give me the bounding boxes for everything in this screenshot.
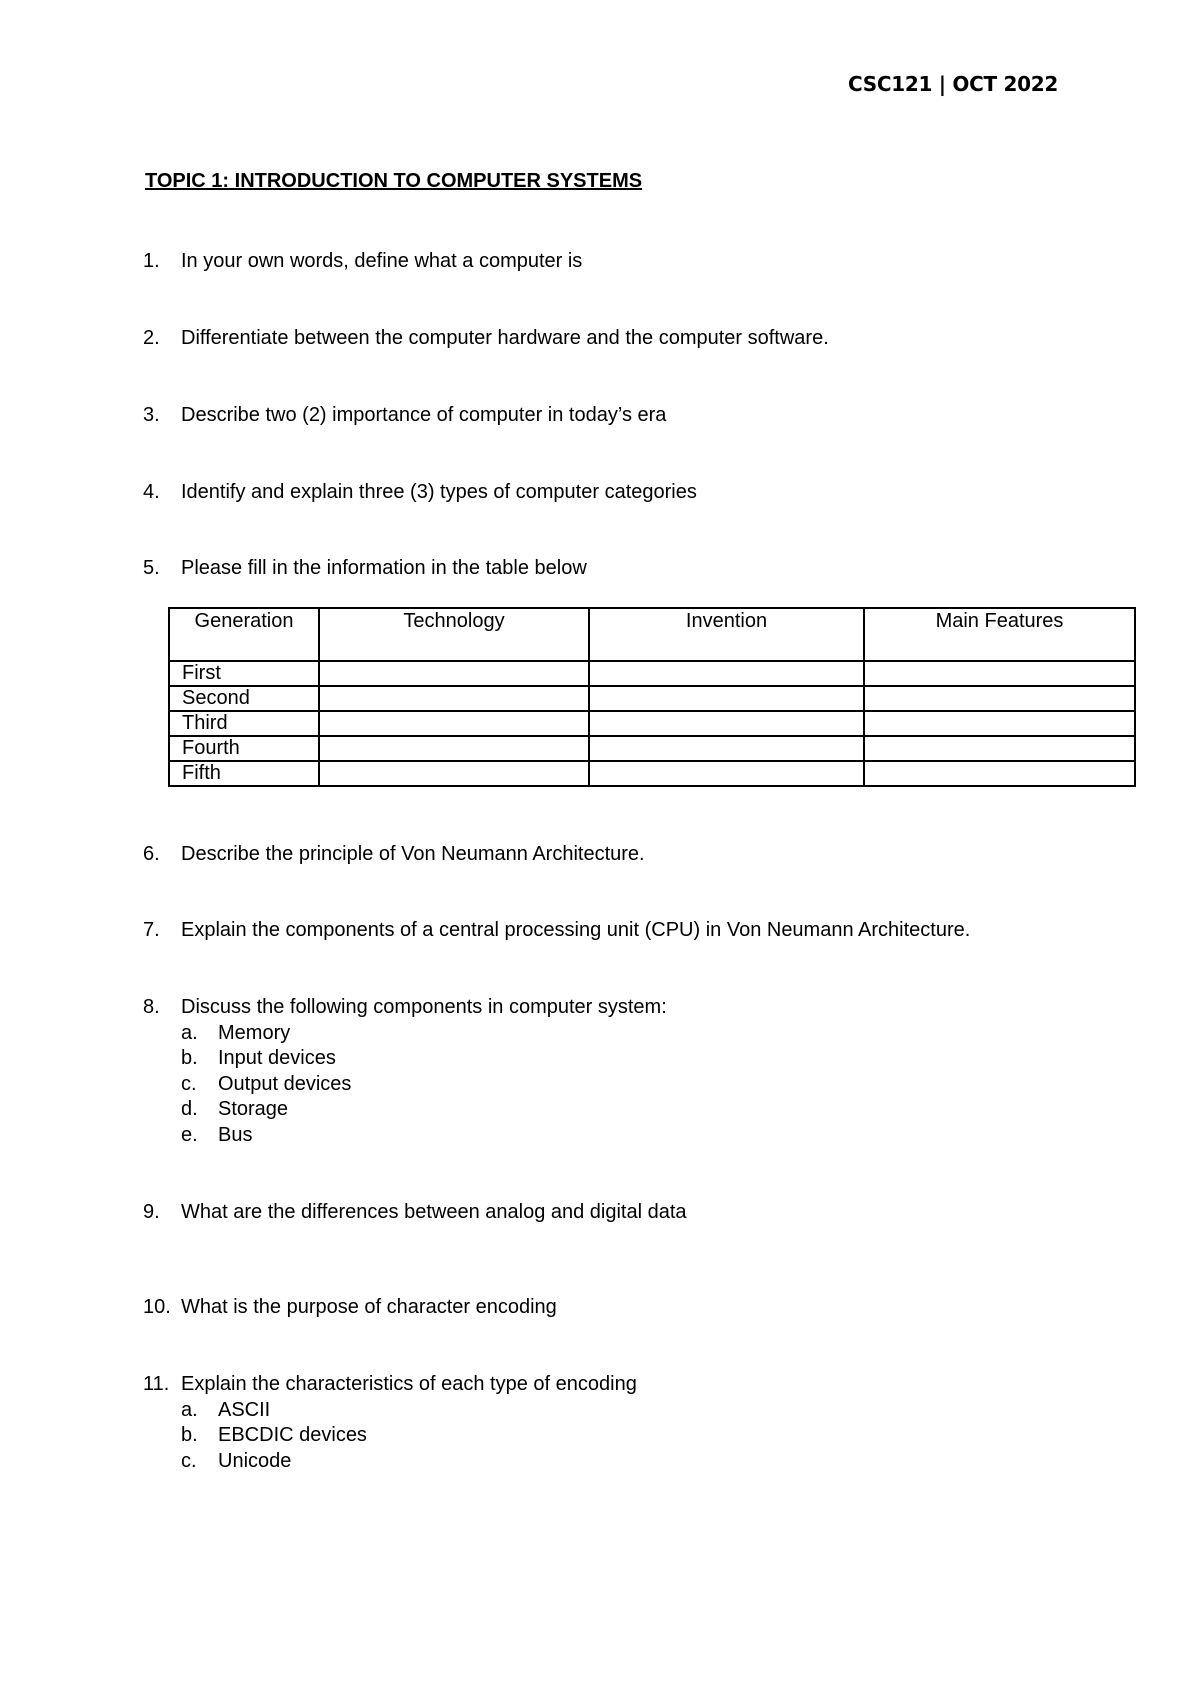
- technology-cell[interactable]: [319, 761, 589, 786]
- question-text: In your own words, define what a computer is: [181, 250, 583, 272]
- question-number: 1.: [143, 250, 160, 272]
- question-10: [143, 1296, 557, 1319]
- q8-item-bus: [181, 1124, 252, 1147]
- question-text: Please fill in the information in the table below: [181, 557, 587, 579]
- question-number: 7.: [143, 919, 160, 941]
- table-row: [169, 711, 1135, 736]
- question-6: [143, 843, 645, 866]
- item-text: Unicode: [218, 1450, 292, 1472]
- q8-item-storage: [181, 1098, 288, 1121]
- question-8: [143, 996, 667, 1019]
- item-text: Input devices: [218, 1047, 336, 1069]
- item-letter: a.: [181, 1022, 198, 1044]
- question-text: What is the purpose of character encoding: [181, 1296, 557, 1318]
- invention-cell[interactable]: [589, 711, 864, 736]
- question-text: Explain the components of a central processing unit (CPU) in Von Neumann Architecture.: [181, 919, 971, 941]
- q11-item-ebcdic: [181, 1424, 367, 1447]
- q8-item-output-devices: [181, 1073, 351, 1096]
- technology-cell[interactable]: [319, 661, 589, 686]
- table-row: [169, 736, 1135, 761]
- course-header: CSC121 | OCT 2022: [848, 72, 1058, 96]
- main-features-cell[interactable]: [864, 761, 1135, 786]
- item-letter: c.: [181, 1073, 197, 1095]
- question-number: 9.: [143, 1201, 160, 1223]
- question-number: 2.: [143, 327, 160, 349]
- q8-item-input-devices: [181, 1047, 336, 1070]
- question-number: 5.: [143, 557, 160, 579]
- q11-item-ascii: [181, 1399, 270, 1422]
- table-row: [169, 661, 1135, 686]
- question-5: [143, 557, 587, 580]
- question-number: 10.: [143, 1296, 171, 1318]
- main-features-cell[interactable]: [864, 686, 1135, 711]
- invention-cell[interactable]: [589, 661, 864, 686]
- item-text: Memory: [218, 1022, 291, 1044]
- header-generation: Generation: [169, 608, 319, 661]
- item-letter: d.: [181, 1098, 198, 1120]
- q8-item-memory: [181, 1022, 290, 1045]
- question-text: Discuss the following components in computer system:: [181, 996, 667, 1018]
- header-main-features: Main Features: [864, 608, 1135, 661]
- invention-cell[interactable]: [589, 736, 864, 761]
- item-text: Storage: [218, 1098, 289, 1120]
- question-number: 3.: [143, 404, 160, 426]
- technology-cell[interactable]: [319, 711, 589, 736]
- question-text: Describe two (2) importance of computer in today’s era: [181, 404, 667, 426]
- question-2: [143, 327, 829, 350]
- generation-cell: Second: [169, 686, 319, 711]
- item-letter: e.: [181, 1124, 198, 1146]
- question-3: [143, 404, 666, 427]
- item-letter: b.: [181, 1424, 198, 1446]
- main-features-cell[interactable]: [864, 661, 1135, 686]
- item-text: EBCDIC devices: [218, 1424, 367, 1446]
- header-technology: Technology: [319, 608, 589, 661]
- item-text: Bus: [218, 1124, 253, 1146]
- question-text: Explain the characteristics of each type of encoding: [181, 1373, 637, 1395]
- generation-table: [168, 607, 1136, 787]
- question-number: 6.: [143, 843, 160, 865]
- question-11: [143, 1373, 637, 1396]
- question-number: 8.: [143, 996, 160, 1018]
- generation-cell: Fourth: [169, 736, 319, 761]
- invention-cell[interactable]: [589, 686, 864, 711]
- item-text: Output devices: [218, 1073, 352, 1095]
- item-letter: b.: [181, 1047, 198, 1069]
- main-features-cell[interactable]: [864, 736, 1135, 761]
- question-number: 11.: [143, 1373, 170, 1395]
- question-text: Differentiate between the computer hardware and the computer software.: [181, 327, 829, 349]
- item-text: ASCII: [218, 1399, 271, 1421]
- table-row: [169, 761, 1135, 786]
- question-text: Identify and explain three (3) types of computer categories: [181, 481, 697, 503]
- item-letter: c.: [181, 1450, 197, 1472]
- question-4: [143, 481, 697, 504]
- question-7: [143, 919, 970, 942]
- question-text: Describe the principle of Von Neumann Architecture.: [181, 843, 645, 865]
- generation-cell: First: [169, 661, 319, 686]
- generation-cell: Fifth: [169, 761, 319, 786]
- main-features-cell[interactable]: [864, 711, 1135, 736]
- technology-cell[interactable]: [319, 686, 589, 711]
- generation-cell: Third: [169, 711, 319, 736]
- topic-title: TOPIC 1: INTRODUCTION TO COMPUTER SYSTEMS: [145, 170, 643, 192]
- question-number: 4.: [143, 481, 160, 503]
- header-invention: Invention: [589, 608, 864, 661]
- question-1: [143, 250, 582, 273]
- table-header-row: [169, 608, 1135, 661]
- table-row: [169, 686, 1135, 711]
- question-9: [143, 1201, 687, 1224]
- item-letter: a.: [181, 1399, 198, 1421]
- question-text: What are the differences between analog and digital data: [181, 1201, 687, 1223]
- invention-cell[interactable]: [589, 761, 864, 786]
- q11-item-unicode: [181, 1450, 291, 1473]
- technology-cell[interactable]: [319, 736, 589, 761]
